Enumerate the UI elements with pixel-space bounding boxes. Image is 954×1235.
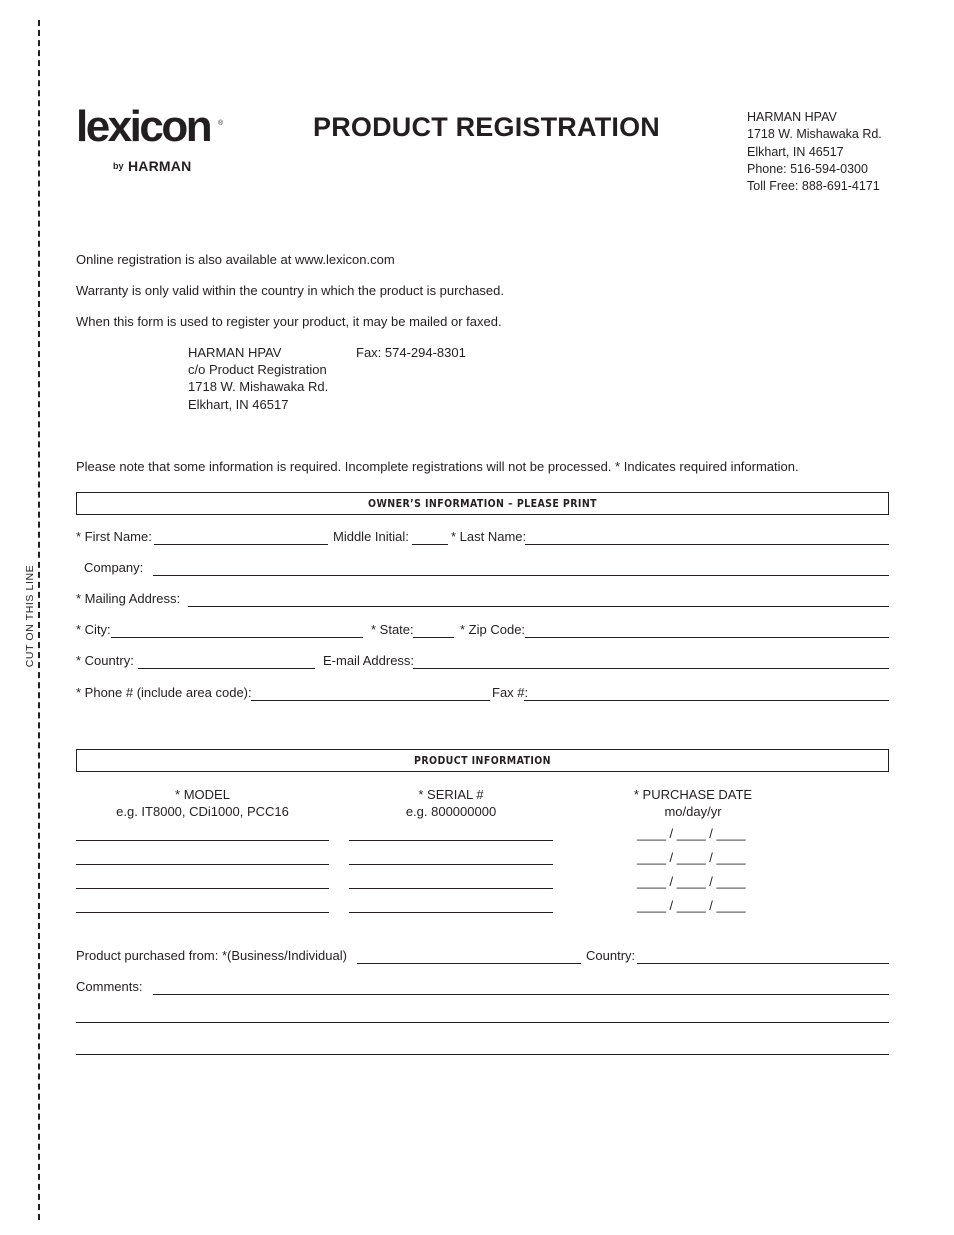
owner-section-heading: OWNER’S INFORMATION – PLEASE PRINT bbox=[76, 492, 889, 515]
logo-by: by bbox=[113, 161, 124, 171]
comments-field-line[interactable] bbox=[76, 1022, 889, 1023]
page-title: PRODUCT REGISTRATION bbox=[313, 112, 660, 142]
purchased-from-label: Product purchased from: *(Business/Individual) bbox=[76, 948, 347, 963]
purchase-country-field[interactable] bbox=[637, 963, 889, 964]
phone-row bbox=[76, 685, 889, 705]
country-label: * Country: bbox=[76, 653, 134, 668]
purchase-date-field[interactable]: ____ / ____ / ____ bbox=[637, 898, 746, 913]
comments-field-line[interactable] bbox=[76, 1054, 889, 1055]
email-label: E-mail Address: bbox=[323, 653, 415, 668]
mail-address-line: HARMAN HPAV bbox=[188, 345, 282, 360]
mailing-address-label: * Mailing Address: bbox=[76, 591, 181, 606]
date-format-label: mo/day/yr bbox=[664, 804, 722, 819]
serial-field[interactable] bbox=[349, 888, 553, 889]
serial-field[interactable] bbox=[349, 912, 553, 913]
mail-address-line: Elkhart, IN 46517 bbox=[188, 397, 289, 412]
zip-code-field[interactable] bbox=[525, 637, 889, 638]
online-registration-note: Online registration is also available at www.lexicon.com bbox=[76, 252, 395, 267]
model-example: e.g. IT8000, CDi1000, PCC16 bbox=[116, 804, 289, 819]
fax-field[interactable] bbox=[524, 700, 889, 701]
product-section-heading: PRODUCT INFORMATION bbox=[76, 749, 889, 772]
country-field[interactable] bbox=[138, 668, 315, 669]
comments-row bbox=[76, 979, 889, 999]
state-label: * State: bbox=[371, 622, 414, 637]
header-address-line: 1718 W. Mishawaka Rd. bbox=[747, 127, 882, 141]
country-row bbox=[76, 653, 889, 673]
logo-wordmark: lexicon bbox=[76, 102, 211, 151]
serial-example: e.g. 800000000 bbox=[405, 804, 497, 819]
company-label: Company: bbox=[84, 560, 144, 575]
city-label: * City: bbox=[76, 622, 111, 637]
middle-initial-label: Middle Initial: bbox=[333, 529, 409, 544]
purchased-from-row bbox=[76, 948, 889, 968]
purchase-date-field[interactable]: ____ / ____ / ____ bbox=[637, 874, 746, 889]
lexicon-logo bbox=[76, 102, 226, 180]
required-info-note: Please note that some information is required. Incomplete registrations will not be processed. * Indicates required information. bbox=[76, 459, 799, 474]
model-column-header bbox=[76, 786, 329, 820]
comments-label: Comments: bbox=[76, 979, 143, 994]
mailing-address-row bbox=[76, 591, 889, 611]
city-row bbox=[76, 622, 889, 642]
serial-column-header bbox=[349, 786, 553, 820]
mail-fax-note: When this form is used to register your product, it may be mailed or faxed. bbox=[76, 314, 502, 329]
header-toll-free: Toll Free: 888-691-4171 bbox=[747, 179, 880, 193]
last-name-field[interactable] bbox=[525, 544, 889, 545]
purchased-from-field[interactable] bbox=[357, 963, 581, 964]
last-name-label: * Last Name: bbox=[451, 529, 527, 544]
zip-code-label: * Zip Code: bbox=[460, 622, 526, 637]
serial-field[interactable] bbox=[349, 840, 553, 841]
model-field[interactable] bbox=[76, 912, 329, 913]
phone-label: * Phone # (include area code): bbox=[76, 685, 252, 700]
first-name-field[interactable] bbox=[154, 544, 328, 545]
company-field[interactable] bbox=[153, 575, 889, 576]
serial-field[interactable] bbox=[349, 864, 553, 865]
city-field[interactable] bbox=[111, 637, 363, 638]
mailing-address-field[interactable] bbox=[188, 606, 889, 607]
fax-number: Fax: 574-294-8301 bbox=[356, 345, 466, 360]
mail-address-line: c/o Product Registration bbox=[188, 362, 327, 377]
name-row bbox=[76, 529, 889, 549]
email-field[interactable] bbox=[413, 668, 889, 669]
cut-line bbox=[38, 20, 40, 1220]
purchase-date-field[interactable]: ____ / ____ / ____ bbox=[637, 826, 746, 841]
logo-harman: HARMAN bbox=[128, 158, 192, 174]
phone-field[interactable] bbox=[251, 700, 490, 701]
middle-initial-field[interactable] bbox=[412, 544, 448, 545]
header-address-line: Elkhart, IN 46517 bbox=[747, 145, 844, 159]
purchase-date-column-header bbox=[613, 786, 773, 820]
model-field[interactable] bbox=[76, 888, 329, 889]
mail-address-line: 1718 W. Mishawaka Rd. bbox=[188, 379, 329, 394]
header-address-line: HARMAN HPAV bbox=[747, 110, 837, 124]
serial-label: * SERIAL # bbox=[418, 787, 484, 802]
purchase-date-label: * PURCHASE DATE bbox=[633, 787, 753, 802]
cut-line-label: CUT ON THIS LINE bbox=[24, 559, 36, 674]
comments-field[interactable] bbox=[153, 994, 889, 995]
company-row bbox=[76, 560, 889, 580]
model-field[interactable] bbox=[76, 864, 329, 865]
fax-label: Fax #: bbox=[492, 685, 529, 700]
state-field[interactable] bbox=[413, 637, 454, 638]
header-phone: Phone: 516-594-0300 bbox=[747, 162, 868, 176]
logo-registered-mark: ® bbox=[218, 120, 224, 127]
warranty-note: Warranty is only valid within the country in which the product is purchased. bbox=[76, 283, 504, 298]
first-name-label: * First Name: bbox=[76, 529, 152, 544]
model-label: * MODEL bbox=[175, 787, 230, 802]
purchase-country-label: Country: bbox=[586, 948, 636, 963]
model-field[interactable] bbox=[76, 840, 329, 841]
purchase-date-field[interactable]: ____ / ____ / ____ bbox=[637, 850, 746, 865]
